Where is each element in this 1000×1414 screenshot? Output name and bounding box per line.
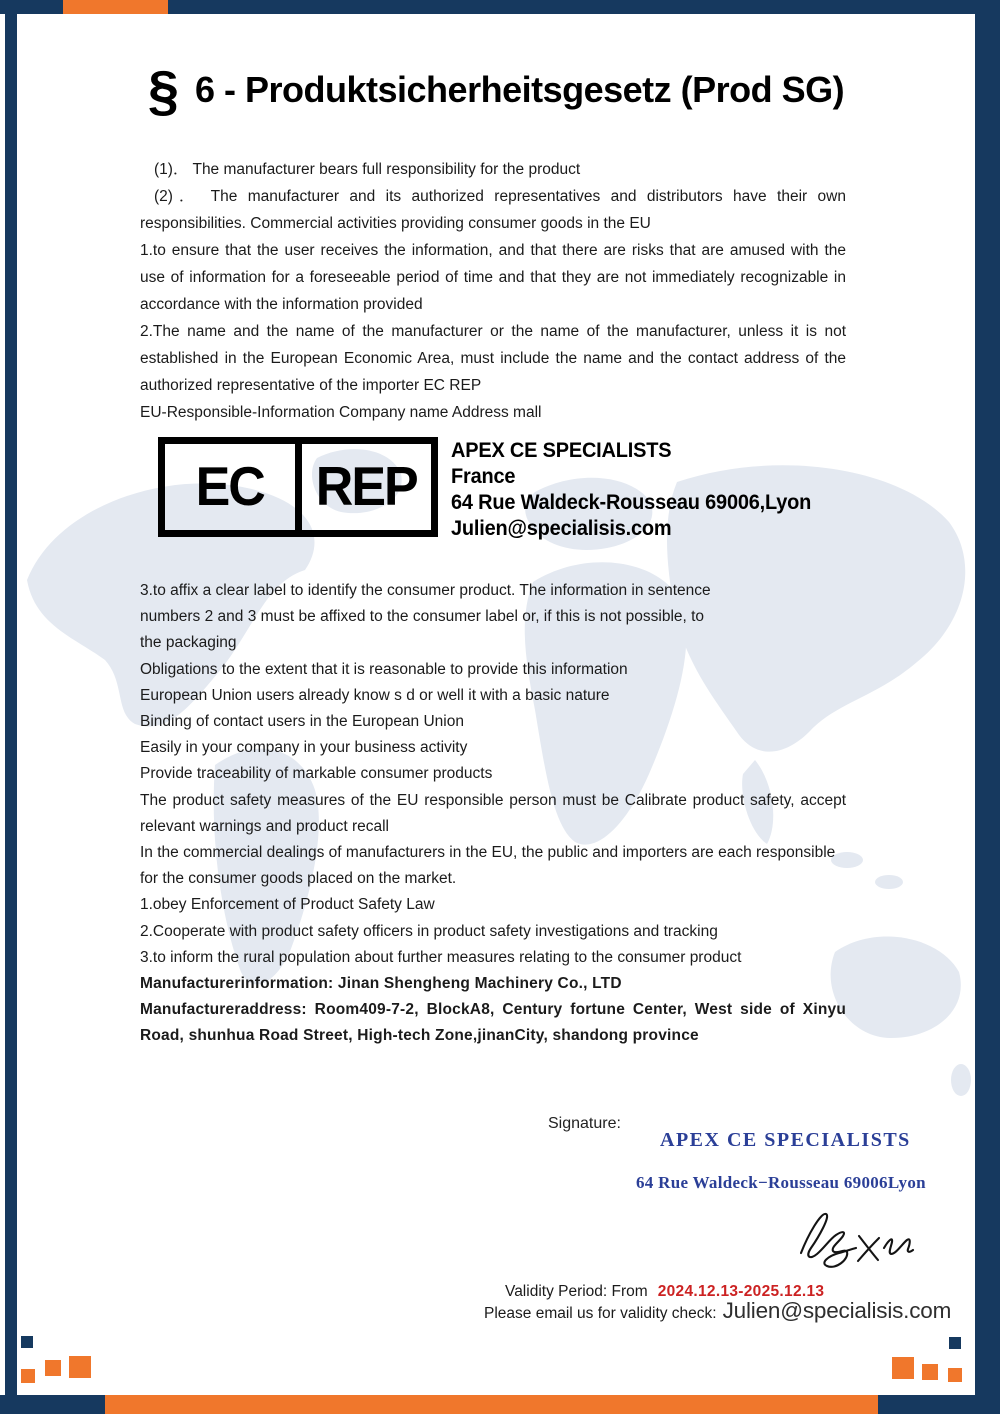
paragraph-line: the packaging [140, 634, 237, 652]
paragraph-line: In the commercial dealings of manufacturers in the EU, the public and importers are each responsible for the consumer goods placed on the market. [140, 844, 836, 888]
paragraph-line: Julien@specialisis.com [451, 517, 672, 540]
frame-top-orange-accent [63, 0, 168, 14]
frame-right-border [975, 0, 1000, 1414]
signature-company: APEX CE SPECIALISTS [660, 1129, 911, 1151]
paragraph-line: Binding of contact users in the European Union [140, 713, 464, 731]
decor-square-navy-left [21, 1336, 33, 1348]
paragraph-line: (2)． The manufacturer and its authorized representatives and distributors have their own responsibilities. Commercial activities providing consumer goods in the EU [140, 188, 846, 232]
paragraph-line: 2.Cooperate with product safety officers in product safety investigations and tracking [140, 922, 718, 940]
paragraph-line: Obligations to the extent that it is reasonable to provide this information [140, 660, 628, 678]
validity-email: Julien@specialisis.com [722, 1298, 952, 1323]
paragraph-line: EU-Responsible-Information Company name Address mall [140, 404, 542, 421]
paragraph-line: Provide traceability of markable consumer products [140, 765, 493, 783]
ec-rep-cell-rep: REP [315, 456, 417, 518]
decor-square-orange-left-small [21, 1369, 35, 1383]
paragraph-line: numbers 2 and 3 must be affixed to the consumer label or, if this is not possible, to [140, 608, 705, 626]
paragraph-line: 1.obey Enforcement of Product Safety Law [140, 896, 435, 914]
paragraph-line: 64 Rue Waldeck-Rousseau 69006,Lyon [451, 491, 812, 514]
paragraph-line: APEX CE SPECIALISTS [451, 439, 672, 462]
decor-square-navy-right [949, 1337, 961, 1349]
signature-label: Signature: [548, 1115, 621, 1132]
paragraph-line: 1.to ensure that the user receives the information, and that there are risks that are amused with the use of information for a foreseeable period of time and that they are not immediately recognizable in accordance with the information provided [140, 242, 846, 313]
paragraph-line: 3.to inform the rural population about further measures relating to the consumer product [140, 948, 742, 966]
paragraph-line: Manufactureraddress: Room409-7-2, BlockA8, Century fortune Center, West side of Xinyu Road, shunhua Road Street, High-tech Zone,jinanCity, shandong province [140, 1001, 846, 1045]
ec-rep-cell-ec: EC [165, 442, 302, 532]
paragraph-line: European Union users already know s d or well it with a basic nature [140, 686, 610, 704]
frame-bottom-orange [105, 1395, 878, 1414]
ec-rep-section [158, 437, 830, 542]
validity-label: Validity Period: From [505, 1283, 648, 1300]
decor-square-orange-right-small [948, 1368, 962, 1382]
paragraph-line: The product safety measures of the EU responsible person must be Calibrate product safety, accept relevant warnings and product recall [140, 791, 846, 835]
paragraph-line: (1)． The manufacturer bears full responsibility for the product [154, 161, 581, 178]
body-paragraphs [140, 578, 846, 1050]
section-sign: § [147, 59, 179, 122]
frame-bottom-navy-left [0, 1395, 105, 1414]
signature-address: 64 Rue Waldeck−Rousseau 69006Lyon [636, 1173, 926, 1192]
page-title [17, 58, 975, 123]
decor-square-orange-right-medium [922, 1364, 938, 1380]
paragraph-line: Manufacturerinformation: Jinan Shengheng Machinery Co., LTD [140, 975, 622, 993]
validity-email-label: Please email us for validity check: [484, 1305, 717, 1322]
paragraph-line: 3.to affix a clear label to identify the consumer product. The information in sentence [140, 582, 711, 599]
intro-paragraphs [140, 156, 846, 426]
handwritten-signature [795, 1203, 920, 1273]
ec-rep-mark [158, 437, 438, 537]
decor-square-orange-right-large [892, 1357, 914, 1379]
decor-square-orange-left-large [69, 1356, 91, 1378]
paragraph-line: 2.The name and the name of the manufacturer or the name of the manufacturer, unless it is not established in the European Economic Area, must include the name and the contact address of the authorized representative of the importer EC REP [140, 323, 846, 394]
frame-bottom-navy-right [878, 1395, 1000, 1414]
validity-email-line [484, 1298, 951, 1324]
frame-bottom-band [0, 1395, 1000, 1414]
frame-left-border [5, 14, 17, 1395]
page-title-text: 6 - Produktsicherheitsgesetz (Prod SG) [195, 69, 845, 110]
validity-dates: 2024.12.13-2025.12.13 [657, 1283, 825, 1300]
ec-rep-info [451, 437, 811, 542]
decor-square-orange-left-medium [45, 1360, 61, 1376]
paragraph-line: France [451, 465, 516, 488]
paragraph-line: Easily in your company in your business activity [140, 739, 468, 757]
